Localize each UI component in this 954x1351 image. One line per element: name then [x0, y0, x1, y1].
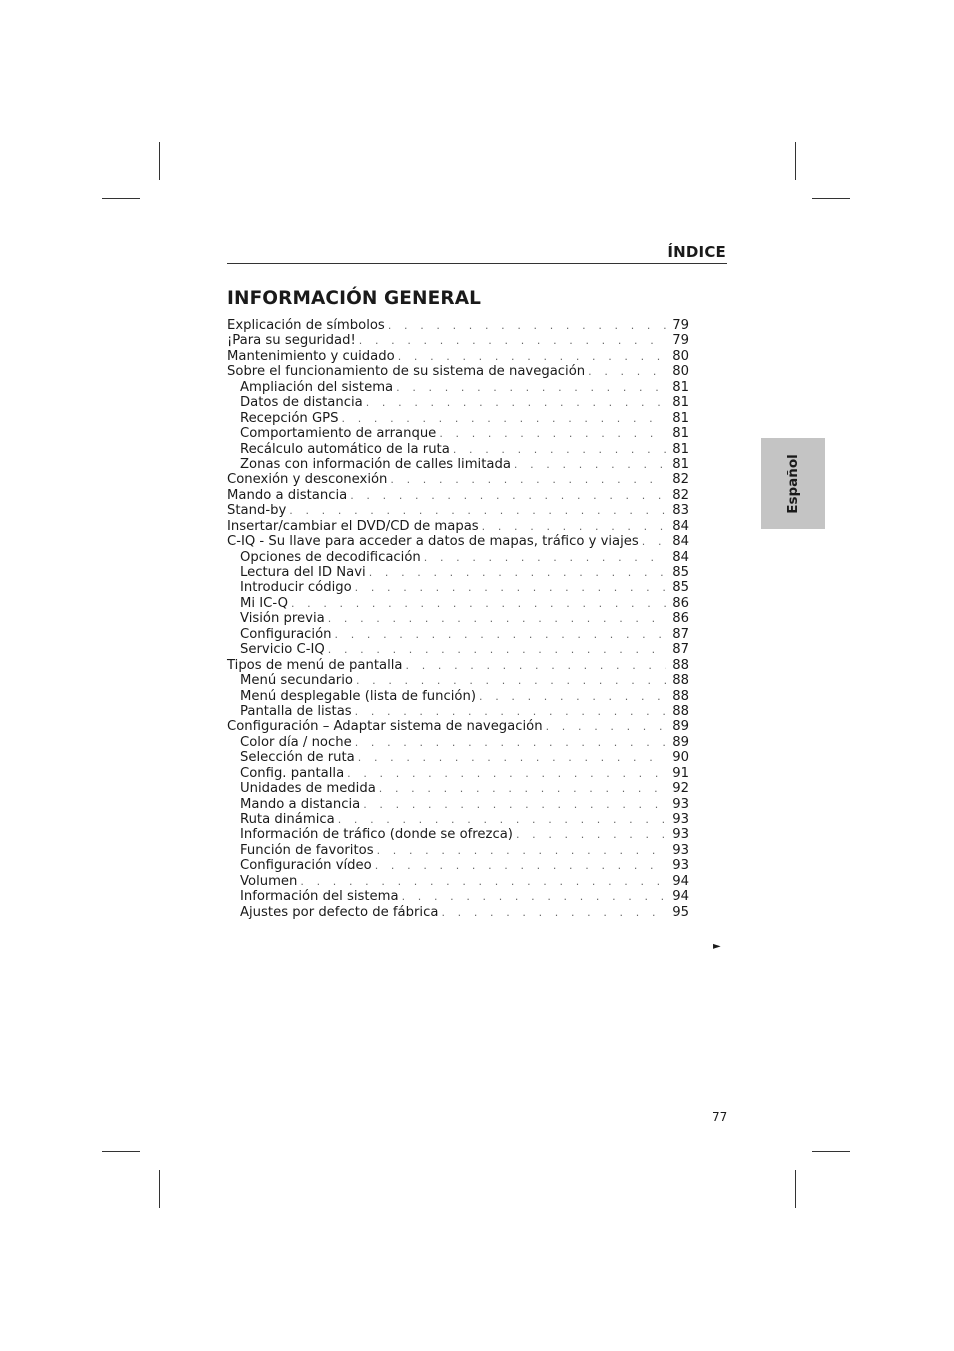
toc-entry[interactable]	[227, 611, 689, 626]
toc-entry-title: Visión previa	[240, 611, 325, 627]
toc-entry-page: 93	[672, 842, 689, 858]
toc-entry[interactable]	[227, 503, 689, 518]
toc-entry-title: Función de favoritos	[240, 842, 374, 858]
toc-entry[interactable]	[227, 442, 689, 457]
toc-dot-leader	[291, 596, 666, 611]
toc-entry[interactable]	[227, 519, 689, 534]
toc-dot-leader	[375, 858, 666, 873]
toc-entry-page: 92	[672, 781, 689, 797]
toc-entry[interactable]	[227, 534, 689, 549]
toc-entry-title: Zonas con información de calles limitada	[240, 456, 511, 472]
toc-entry-title: Ajustes por defecto de fábrica	[240, 904, 439, 920]
toc-entry[interactable]	[227, 411, 689, 426]
toc-entry-page: 85	[672, 565, 689, 580]
toc-entry-page: 86	[672, 595, 689, 611]
toc-dot-leader	[439, 426, 666, 441]
toc-dot-leader	[358, 750, 666, 765]
toc-entry-title: Introducir código	[240, 580, 352, 596]
toc-dot-leader	[300, 874, 666, 889]
toc-entry-title: Config. pantalla	[240, 765, 345, 781]
toc-entry-page: 93	[672, 812, 689, 827]
toc-entry[interactable]	[227, 658, 689, 673]
toc-entry-page: 86	[672, 611, 689, 627]
crop-mark-bottom-right-vertical	[795, 1170, 796, 1208]
page-number: 77	[712, 1110, 728, 1124]
toc-entry-title: Mando a distancia	[227, 487, 348, 503]
toc-entry-page: 81	[672, 426, 689, 442]
toc-entry-title: ¡Para su seguridad!	[227, 333, 356, 349]
toc-entry-page: 81	[672, 410, 689, 426]
toc-entry[interactable]	[227, 812, 689, 827]
toc-dot-leader	[359, 333, 666, 348]
toc-dot-leader	[588, 364, 666, 379]
toc-dot-leader	[642, 534, 666, 549]
crop-mark-bottom-left-horizontal	[102, 1151, 140, 1152]
toc-dot-leader	[355, 580, 666, 595]
toc-entry-title: Recálculo automático de la ruta	[240, 441, 450, 457]
toc-dot-leader	[366, 395, 666, 410]
crop-mark-bottom-left-vertical	[159, 1170, 160, 1208]
toc-entry[interactable]	[227, 843, 689, 858]
toc-entry-title: Comportamiento de arranque	[240, 426, 437, 442]
toc-dot-leader	[356, 673, 666, 688]
toc-entry[interactable]	[227, 426, 689, 441]
toc-entry[interactable]	[227, 750, 689, 765]
toc-dot-leader	[328, 611, 666, 626]
toc-dot-leader	[355, 704, 666, 719]
toc-entry-page: 84	[672, 534, 689, 550]
toc-entry-title: Pantalla de listas	[240, 703, 352, 719]
toc-entry[interactable]	[227, 689, 689, 704]
toc-entry[interactable]	[227, 889, 689, 904]
toc-entry-page: 89	[672, 734, 689, 750]
toc-entry-page: 87	[672, 642, 689, 658]
toc-entry-title: Configuración	[240, 626, 332, 642]
header-label: ÍNDICE	[667, 243, 726, 261]
language-tab	[761, 438, 825, 529]
toc-entry-title: Unidades de medida	[240, 781, 376, 797]
toc-entry-title: Ampliación del sistema	[240, 379, 394, 395]
toc-entry-page: 94	[672, 889, 689, 905]
toc-dot-leader	[514, 457, 666, 472]
toc-dot-leader	[441, 905, 666, 920]
toc-entry[interactable]	[227, 395, 689, 410]
toc-dot-leader	[424, 550, 666, 565]
toc-entry[interactable]	[227, 580, 689, 595]
toc-entry-page: 93	[672, 858, 689, 874]
toc-dot-leader	[369, 565, 666, 580]
toc-entry-page: 81	[672, 441, 689, 457]
toc-entry[interactable]	[227, 905, 689, 920]
crop-mark-bottom-right-horizontal	[812, 1151, 850, 1152]
toc-dot-leader	[338, 812, 666, 827]
crop-mark-top-left-horizontal	[102, 198, 140, 199]
toc-entry-page: 82	[672, 472, 689, 488]
toc-entry[interactable]	[227, 827, 689, 842]
toc-entry-title: Color día / noche	[240, 734, 352, 750]
toc-dot-leader	[406, 658, 666, 673]
crop-mark-top-right-horizontal	[812, 198, 850, 199]
toc-entry-page: 83	[672, 503, 689, 519]
toc-entry-title: Opciones de decodificación	[240, 549, 421, 565]
toc-dot-leader	[355, 735, 666, 750]
toc-entry-page: 89	[672, 719, 689, 735]
triangle-right-icon: ►	[713, 941, 721, 952]
toc-entry-page: 80	[672, 364, 689, 380]
toc-entry[interactable]	[227, 781, 689, 796]
toc-entry-title: Recepción GPS	[240, 410, 339, 426]
toc-entry-title: Datos de distancia	[240, 395, 363, 411]
toc-entry[interactable]	[227, 719, 689, 734]
toc-entry-page: 81	[672, 456, 689, 472]
toc-dot-leader	[398, 349, 666, 364]
toc-entry-title: Menú secundario	[240, 673, 353, 689]
toc-dot-leader	[390, 472, 666, 487]
toc-dot-leader	[379, 781, 666, 796]
toc-dot-leader	[396, 380, 666, 395]
toc-entry[interactable]	[227, 735, 689, 750]
toc-dot-leader	[388, 318, 666, 333]
toc-entry[interactable]	[227, 364, 689, 379]
toc-entry[interactable]	[227, 333, 689, 348]
toc-entry-page: 88	[672, 673, 689, 689]
toc-entry-title: Mi IC-Q	[240, 595, 288, 611]
toc-dot-leader	[546, 719, 666, 734]
toc-entry-page: 82	[672, 487, 689, 503]
header-divider	[227, 263, 727, 264]
toc-entry-page: 87	[672, 626, 689, 642]
toc-entry[interactable]	[227, 380, 689, 395]
toc-entry-title: Selección de ruta	[240, 750, 355, 766]
toc-entry[interactable]	[227, 642, 689, 657]
toc-entry-title: Mantenimiento y cuidado	[227, 348, 395, 364]
toc-entry[interactable]	[227, 766, 689, 781]
toc-entry-title: Información de tráfico (donde se ofrezca)	[240, 827, 513, 843]
toc-dot-leader	[482, 519, 666, 534]
toc-entry-page: 84	[672, 518, 689, 534]
toc-entry-page: 90	[672, 750, 689, 766]
toc-entry-title: Conexión y desconexión	[227, 472, 388, 488]
toc-dot-leader	[347, 766, 666, 781]
toc-dot-leader	[516, 827, 666, 842]
table-of-contents	[227, 318, 689, 920]
toc-dot-leader	[377, 843, 666, 858]
toc-entry-title: Información del sistema	[240, 889, 399, 905]
language-tab-label: Español	[785, 453, 801, 514]
toc-entry-page: 80	[672, 348, 689, 364]
toc-entry-title: Menú desplegable (lista de función)	[240, 688, 477, 704]
toc-entry[interactable]	[227, 858, 689, 873]
toc-entry-page: 79	[672, 318, 689, 333]
toc-entry[interactable]	[227, 565, 689, 580]
toc-entry-title: Mando a distancia	[240, 796, 361, 812]
toc-entry[interactable]	[227, 874, 689, 889]
toc-entry-title: Servicio C-IQ	[240, 642, 325, 658]
toc-dot-leader	[342, 411, 667, 426]
toc-entry-page: 91	[672, 765, 689, 781]
toc-entry[interactable]	[227, 488, 689, 503]
toc-entry-title: Lectura del ID Navi	[240, 565, 366, 580]
toc-entry-title: Explicación de símbolos	[227, 318, 385, 333]
toc-dot-leader	[350, 488, 666, 503]
toc-entry-page: 88	[672, 688, 689, 704]
toc-dot-leader	[289, 503, 666, 518]
toc-entry-page: 81	[672, 379, 689, 395]
toc-entry[interactable]	[227, 627, 689, 642]
toc-entry-page: 95	[672, 904, 689, 920]
toc-dot-leader	[335, 627, 666, 642]
toc-entry-title: Configuración vídeo	[240, 858, 372, 874]
crop-mark-top-right-vertical	[795, 142, 796, 180]
toc-dot-leader	[402, 889, 666, 904]
toc-entry-title: Ruta dinámica	[240, 812, 335, 827]
toc-entry-page: 88	[672, 657, 689, 673]
toc-entry-page: 85	[672, 580, 689, 596]
toc-entry-page: 81	[672, 395, 689, 411]
toc-entry-page: 88	[672, 703, 689, 719]
crop-mark-top-left-vertical	[159, 142, 160, 180]
toc-entry[interactable]	[227, 457, 689, 472]
toc-entry-title: Insertar/cambiar el DVD/CD de mapas	[227, 518, 479, 534]
toc-entry-title: Sobre el funcionamiento de su sistema de navegación	[227, 364, 586, 380]
toc-entry-page: 79	[672, 333, 689, 349]
toc-entry[interactable]	[227, 797, 689, 812]
toc-entry-title: C-IQ - Su llave para acceder a datos de mapas, tráfico y viajes	[227, 534, 639, 550]
toc-entry-page: 93	[672, 827, 689, 843]
toc-entry[interactable]	[227, 596, 689, 611]
toc-entry-page: 94	[672, 873, 689, 889]
toc-entry-title: Tipos de menú de pantalla	[227, 657, 403, 673]
toc-entry[interactable]	[227, 472, 689, 487]
toc-entry-page: 93	[672, 796, 689, 812]
section-title: INFORMACIÓN GENERAL	[227, 288, 482, 309]
toc-dot-leader	[328, 642, 666, 657]
toc-dot-leader	[479, 689, 666, 704]
toc-entry[interactable]	[227, 704, 689, 719]
toc-dot-leader	[453, 442, 666, 457]
toc-entry-page: 84	[672, 549, 689, 565]
toc-entry-title: Stand-by	[227, 503, 287, 519]
toc-entry[interactable]	[227, 349, 689, 364]
toc-entry[interactable]	[227, 673, 689, 688]
toc-entry[interactable]	[227, 318, 689, 333]
toc-dot-leader	[363, 797, 666, 812]
toc-entry-title: Configuración – Adaptar sistema de navegación	[227, 719, 543, 735]
toc-entry-title: Volumen	[240, 873, 298, 889]
toc-entry[interactable]	[227, 550, 689, 565]
